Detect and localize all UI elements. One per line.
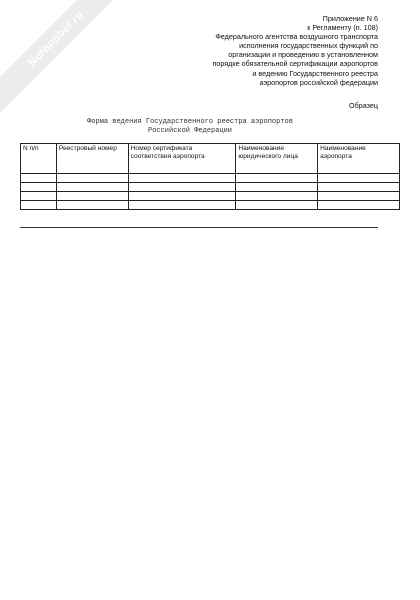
watermark <box>0 0 112 112</box>
header-cell-airport-name: Наименование аэропорта <box>318 144 400 174</box>
appendix-line: Приложение N 6 <box>322 14 378 23</box>
table-cell <box>56 183 128 192</box>
table-row <box>21 201 400 210</box>
appendix-line: организации и проведению в установленном <box>228 50 378 60</box>
table-cell <box>128 201 236 210</box>
appendix-line: аэропортов российской федерации <box>259 77 378 87</box>
table-cell <box>56 201 128 210</box>
form-title-line-1: Форма ведения Государственного реестра аэропортов <box>87 118 293 126</box>
form-title-line-2: Российской Федерации <box>147 127 232 135</box>
table-cell <box>56 192 128 201</box>
sample-label: Образец <box>349 101 378 110</box>
registry-table <box>20 143 400 210</box>
appendix-line: порядке обязательной сертификации аэропортов <box>212 59 378 69</box>
appendix-line: и ведению Государственного реестра <box>252 68 378 78</box>
appendix-line: Федерального агентства воздушного транспорта <box>215 32 378 42</box>
table-cell <box>128 174 236 183</box>
table-row <box>21 183 400 192</box>
table-cell <box>128 183 236 192</box>
watermark-text: NoNumber.ru <box>0 0 112 112</box>
appendix-line: к Регламенту (п. 108) <box>307 23 378 33</box>
table-cell <box>318 183 400 192</box>
appendix-line: исполнения государственных функций по <box>239 41 378 51</box>
header-cell-registry-number: Реестровый номер <box>56 144 128 174</box>
table-cell <box>236 174 318 183</box>
table-cell <box>128 192 236 201</box>
table-cell <box>21 183 57 192</box>
table-row <box>21 174 400 183</box>
table-row <box>21 192 400 201</box>
form-title <box>40 118 340 136</box>
table-cell <box>236 192 318 201</box>
table-cell <box>21 174 57 183</box>
bottom-divider <box>20 227 378 228</box>
table-cell <box>318 192 400 201</box>
header-cell-certificate-number: Номер сертификата соответствия аэропорта <box>128 144 236 174</box>
table-cell <box>56 174 128 183</box>
table-cell <box>21 201 57 210</box>
header-cell-legal-entity: Наименование юридического лица <box>236 144 318 174</box>
table-cell <box>236 183 318 192</box>
table-cell <box>318 174 400 183</box>
table-cell <box>236 201 318 210</box>
header-cell-number: N п/п <box>21 144 57 174</box>
table-cell <box>318 201 400 210</box>
table-header-row <box>21 144 400 174</box>
table-cell <box>21 192 57 201</box>
appendix-header <box>148 14 378 87</box>
